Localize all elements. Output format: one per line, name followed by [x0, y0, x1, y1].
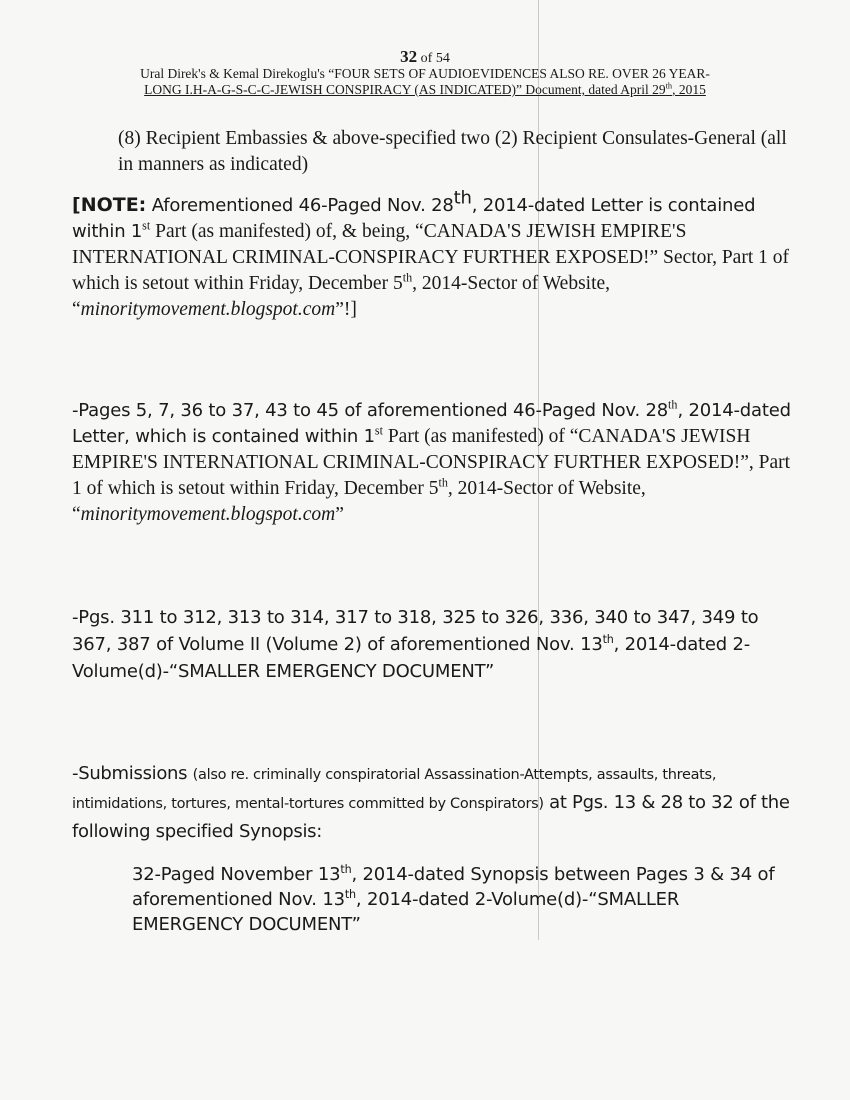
page-header: [60, 47, 790, 98]
submissions-parenthetical: (also re. criminally conspiratorial Assassination-Attempts, assaults, threats, intimidations, tortures, mental-tortures committed by Conspirators): [72, 767, 717, 812]
submissions-paragraph: -Submissions (also re. criminally conspiratorial Assassination-Attempts, assaults, threats, intimidations, tortures, mental-tortures committed by Conspirators) at Pgs. 13 & 28 to 32 of the following specified Synopsis:: [72, 763, 790, 842]
website-name: minoritymovement.blogspot.com: [80, 504, 336, 525]
page-number-line: [60, 47, 790, 66]
page-number: 32: [400, 47, 418, 66]
header-title-line-2: LONG I.H-A-G-S-C-C-JEWISH CONSPIRACY (AS INDICATED)” Document, dated April 29th, 2015: [144, 81, 706, 97]
recipients-paragraph: (8) Recipient Embassies & above-specified two (2) Recipient Consulates-General (all in manners as indicated): [118, 128, 787, 175]
website-name: minoritymovement.blogspot.com: [80, 299, 336, 320]
volume-pages-paragraph: -Pgs. 311 to 312, 313 to 314, 317 to 318, 325 to 326, 336, 340 to 347, 349 to 367, 387 of Volume II (Volume 2) of aforementioned Nov. 13th, 2014-dated 2-Volume(d)-“SMALLER EMERGENCY DOCUMENT”: [72, 607, 759, 682]
header-title-line-1: Ural Direk's & Kemal Direkoglu's “FOUR SETS OF AUDIOEVIDENCES ALSO RE. OVER 26 YEAR-: [140, 66, 710, 81]
letter-pages-paragraph: -Pages 5, 7, 36 to 37, 43 to 45 of aforementioned 46-Paged Nov. 28th, 2014-dated Letter, which is contained within 1st Part (as manifested) of “CANADA'S JEWISH EMPIRE'S INTERNATIONAL CRIMINAL-CONSPIRACY FURTHER EXPOSED!”, Part 1 of which is setout within Friday, December 5th, 2014-Sector of Website, “minoritymovement.blogspot.com”: [72, 397, 791, 525]
synopsis-paragraph: 32-Paged November 13th, 2014-dated Synopsis between Pages 3 & 34 of aforementioned Nov. 13th, 2014-dated 2-Volume(d)-“SMALLER EMERGENCY DOCUMENT”: [132, 863, 775, 935]
page-total: of 54: [420, 51, 450, 66]
note-paragraph: [NOTE: Aforementioned 46-Paged Nov. 28th, 2014-dated Letter is contained within 1st Part (as manifested) of, & being, “CANADA'S JEWISH EMPIRE'S INTERNATIONAL CRIMINAL-CONSPIRACY FURTHER EXPOSED!” Sector, Part 1 of which is setout within Friday, December 5th, 2014-Sector of Website, “minoritymovement.blogspot.com”!]: [72, 187, 789, 320]
note-label: NOTE:: [80, 194, 147, 216]
